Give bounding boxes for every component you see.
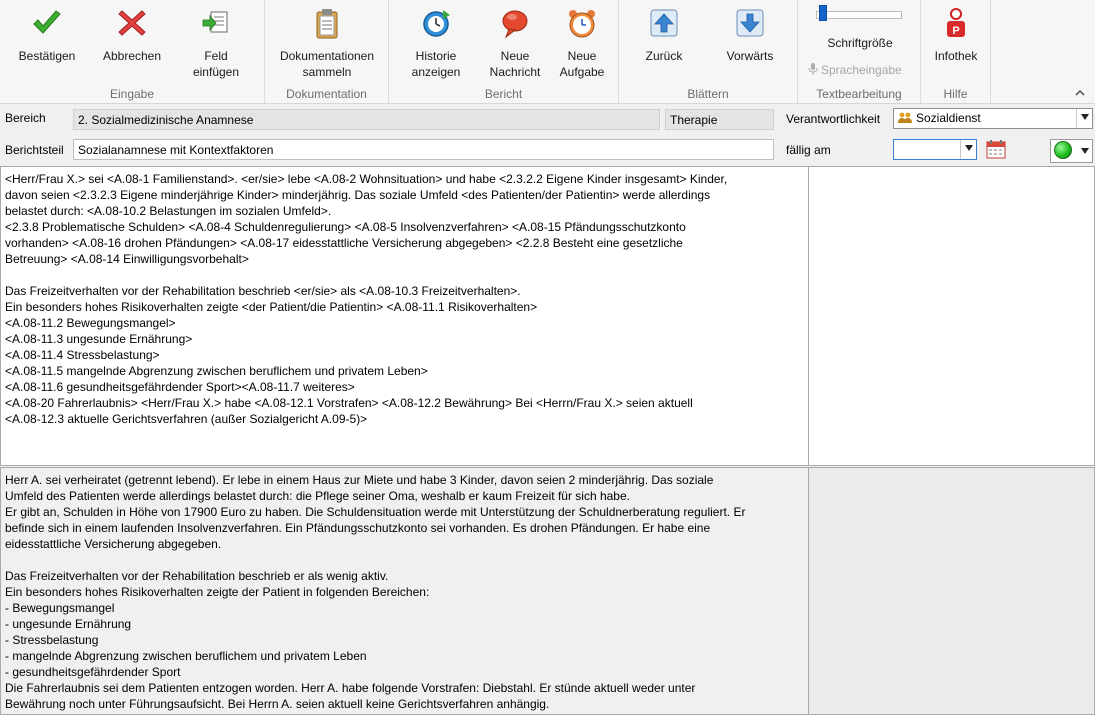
result-line: Das Freizeitverhalten vor der Rehabilitation beschrieb er als wenig aktiv. [5,569,389,583]
chevron-down-icon [1081,148,1089,154]
berichtsteil-field[interactable]: Sozialanamnese mit Kontextfaktoren [73,139,774,160]
template-line: <A.08-12.3 aktuelle Gerichtsverfahren (außer Sozialgericht A.09-5)> [5,412,368,426]
speech-input-label: Spracheingabe [821,63,902,77]
arrow-up-icon [647,6,681,40]
speech-input-button[interactable] [808,63,902,77]
template-line: vorhanden> <A.08-16 drohen Pfändungen> <A.08-17 eidesstattliche Versicherung abgegeben> <2.2.8 Besteht eine gesetzliche [5,236,683,250]
result-side-pane [808,467,1095,715]
faellig-date-select[interactable] [893,139,977,160]
collect-docs-label-1: Dokumentationen [279,49,375,63]
result-line: - ungesunde Ernährung [5,617,132,631]
new-message-button[interactable] [482,6,548,80]
group-dokumentation [265,0,389,103]
insert-field-button[interactable] [181,6,251,80]
back-button[interactable] [631,6,697,64]
template-line: <A.08-11.2 Bewegungsmangel> [5,316,176,330]
chevron-down-icon [1081,114,1089,120]
ribbon-toolbar [0,0,1095,104]
person-p-icon [939,6,973,40]
template-line: <2.3.8 Problematische Schulden> <A.08-4 Schuldenregulierung> <A.08-5 Insolvenzverfahren> <A.08-15 Pfändungsschutzkonto [5,220,686,234]
template-line [5,267,804,283]
red-x-icon [115,6,149,40]
new-message-label-2: Nachricht [489,65,541,79]
verantwortlichkeit-label: Verantwortlichkeit [786,112,881,126]
group-people-icon [898,112,912,124]
confirm-button[interactable] [12,6,82,64]
group-bericht [389,0,619,103]
bereich-label: Bereich [5,111,46,125]
bereich-field: 2. Sozialmedizinische Anamnese [73,109,660,130]
new-task-label-2: Aufgabe [559,65,605,79]
history-clock-icon [419,6,453,40]
group-label-dokumentation: Dokumentation [286,87,367,101]
new-message-label-1: Neue [500,49,530,63]
back-label: Zurück [645,49,683,63]
result-text-pane[interactable] [0,467,809,715]
confirm-label: Bestätigen [18,49,76,63]
berichtsteil-label: Berichtsteil [5,143,64,157]
group-label-textbearbeitung: Textbearbeitung [816,87,902,101]
template-side-pane [808,166,1095,466]
microphone-icon [808,63,818,75]
template-line: <A.08-11.3 ungesunde Ernährung> [5,332,193,346]
result-line: befinde sich in einem laufenden Insolvenzverfahren. Ein Pfändungsschutzkonto sei vorhanden. Es drohen Pfändungen. Er habe eine [5,521,711,535]
collect-docs-button[interactable] [274,6,380,80]
forward-button[interactable] [717,6,783,64]
status-select[interactable] [1050,139,1093,163]
arrow-down-icon [733,6,767,40]
history-button[interactable] [403,6,469,80]
template-line: <A.08-11.6 gesundheitsgefährdender Sport><A.08-11.7 weiteres> [5,380,355,394]
font-size-label: Schriftgröße [827,36,893,50]
result-line: eidesstattliche Versicherung abgegeben. [5,537,222,551]
result-line: - gesundheitsgefährdender Sport [5,665,181,679]
chevron-down-icon [965,145,973,151]
result-line: Ein besonders hohes Risikoverhalten zeigte der Patient in folgenden Bereichen: [5,585,430,599]
result-line: - Stressbelastung [5,633,99,647]
result-line: Herr A. sei verheiratet (getrennt lebend). Er lebe in einem Haus zur Miete und habe 3 Kinder, davon seien 2 minderjährig. Das soziale [5,473,714,487]
status-light-icon [1054,141,1072,159]
calendar-icon[interactable] [985,139,1007,159]
history-label-2: anzeigen [411,65,461,79]
insert-field-label-2: einfügen [192,65,240,79]
template-text-pane[interactable] [0,166,809,466]
group-label-bericht: Bericht [484,87,523,101]
cancel-label: Abbrechen [102,49,162,63]
result-line: Bewährung noch unter Führungsaufsicht. Bei Herrn A. seien aktuell keine Gerichtsverfahren anhängig. [5,697,550,711]
result-line: - Bewegungsmangel [5,601,115,615]
chevron-up-icon[interactable] [1075,87,1085,99]
faellig-label: fällig am [786,143,831,157]
speech-bubble-icon [498,6,532,40]
template-line: Ein besonders hohes Risikoverhalten zeigte <der Patient/die Patientin> <A.08-11.1 Risikoverhalten> [5,300,538,314]
verantwortlichkeit-select[interactable] [893,108,1093,129]
template-line: <A.08-11.5 mangelnde Abgrenzung zwischen beruflichem und privatem Leben> [5,364,428,378]
group-eingabe [0,0,265,103]
result-line: - mangelnde Abgrenzung zwischen beruflichem und privatem Leben [5,649,367,663]
new-task-button[interactable] [549,6,615,80]
therapie-field: Therapie [665,109,774,130]
group-hilfe [921,0,991,103]
collect-docs-label-2: sammeln [302,65,352,79]
new-task-label-1: Neue [567,49,597,63]
font-size-slider-track[interactable] [816,11,902,19]
result-line: Er gibt an, Schulden in Höhe von 17900 Euro zu haben. Die Schuldensituation werde mit Unterstützung der Schuldnerberatung reguliert. Er [5,505,746,519]
verantwortlichkeit-value: Sozialdienst [916,111,981,125]
result-line: Umfeld des Patienten werde allerdings belastet durch: die Pflege seiner Oma, weshalb er kaum Freizeit für sich habe. [5,489,630,503]
font-size-slider-thumb[interactable] [819,5,827,21]
forward-label: Vorwärts [726,49,774,63]
clipboard-icon [310,6,344,40]
template-line: Das Freizeitverhalten vor der Rehabilitation beschrieb <er/sie> als <A.08-10.3 Freizeitverhalten>. [5,284,521,298]
infothek-button[interactable] [923,6,989,64]
cancel-button[interactable] [97,6,167,64]
group-blaettern [619,0,798,103]
group-label-hilfe: Hilfe [943,87,968,101]
group-label-blaettern: Blättern [687,87,729,101]
template-line: <Herr/Frau X.> sei <A.08-1 Familienstand>. <er/sie> lebe <A.08-2 Wohnsituation> und habe <2.3.2.2 Eigene Kinder insgesamt> Kinder, [5,172,728,186]
group-label-eingabe: Eingabe [109,87,155,101]
result-line [5,552,804,568]
template-line: Betreuung> <A.08-14 Einwilligungsvorbehalt> [5,252,249,266]
svg-text:P: P [952,25,960,37]
insert-field-icon [199,6,233,40]
template-line: <A.08-20 Fahrerlaubnis> <Herr/Frau X.> habe <A.08-12.1 Vorstrafen> <A.08-12.2 Bewährung> Bei <Herrn/Frau X.> seien aktuell [5,396,693,410]
template-line: davon seien <2.3.2.3 Eigene minderjährige Kinder> minderjährig. Das soziale Umfeld <des Patienten/der Patientin> werde allerdings [5,188,711,202]
template-line: belastet durch: <A.08-10.2 Belastungen im sozialen Umfeld>. [5,204,332,218]
checkmark-icon [30,6,64,40]
template-line: <A.08-11.4 Stressbelastung> [5,348,160,362]
infothek-label: Infothek [934,49,978,63]
history-label-1: Historie [415,49,457,63]
result-line: Die Fahrerlaubnis sei dem Patienten entzogen worden. Herr A. habe folgende Vorstrafen: Diebstahl. Er stünde aktuell weder unter [5,681,696,695]
alarm-clock-icon [565,6,599,40]
insert-field-label-1: Feld [204,49,228,63]
